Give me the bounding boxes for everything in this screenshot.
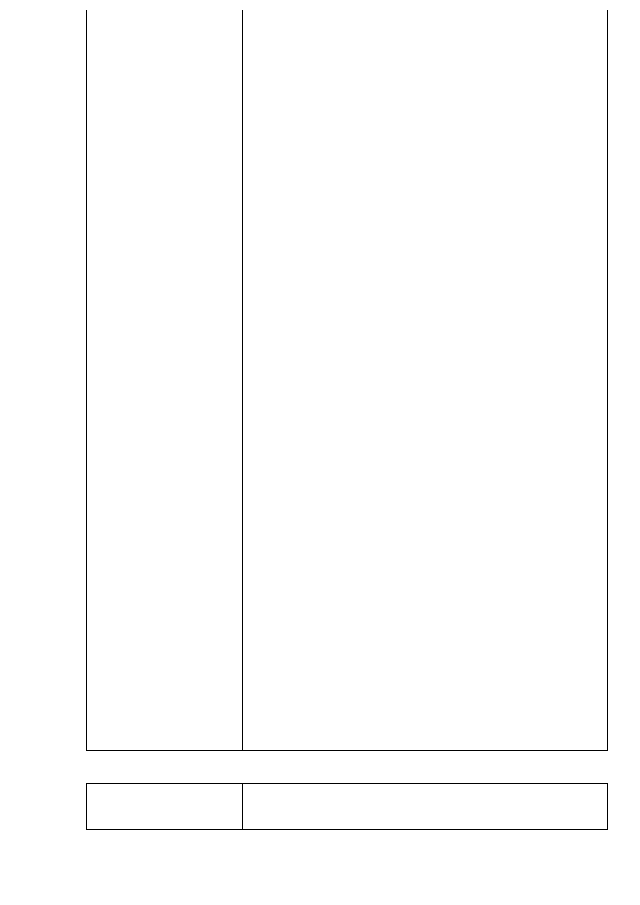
funding-table-continuation — [86, 10, 608, 751]
column-divider — [242, 784, 243, 829]
expected-results-table — [86, 783, 608, 830]
column-divider — [242, 10, 243, 750]
amendment-paragraph — [86, 752, 608, 767]
